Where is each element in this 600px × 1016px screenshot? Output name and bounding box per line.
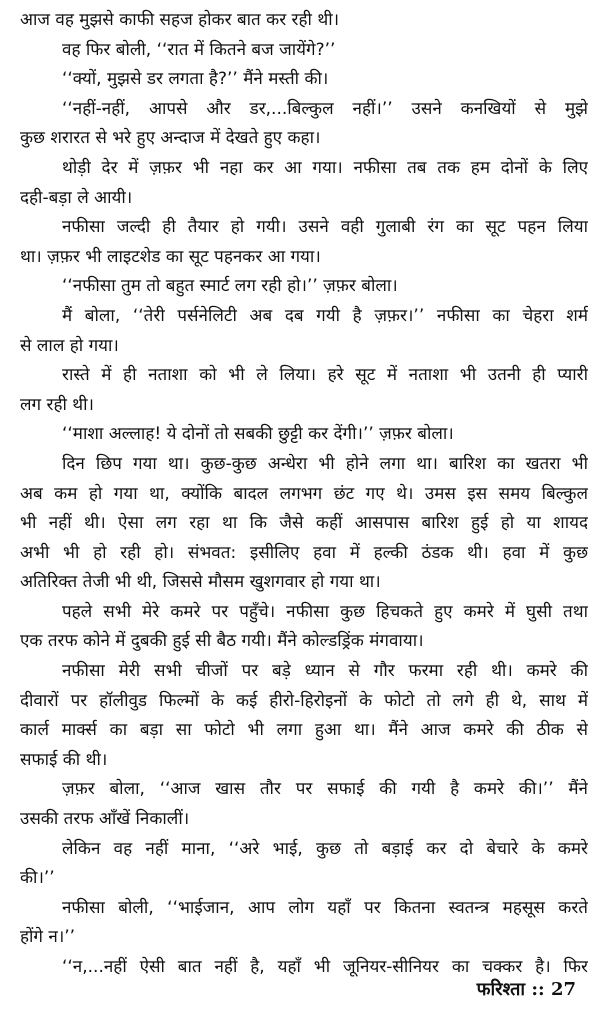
footer-separator: :: [531,979,545,1000]
text-line: ‘‘क्यों, मुझसे डर लगता है?’’ मैंने मस्ती की। [62,69,329,90]
text-line: था। ज़फ़र भी लाइटशेड का सूट पहनकर आ गया। [20,246,321,267]
text-line: दही-बड़ा ले आयी। [20,187,133,208]
text-line: नफीसा जल्दी ही तैयार हो गयी। उसने वही गुलाबी रंग का सूट पहन लिया [62,217,588,238]
text-line: नफीसा बोली, ‘‘भाईजान, आप लोग यहाँ पर कितना स्वतन्त्र महसूस करते [62,897,588,918]
body-text [20,6,588,983]
text-line: दिन छिप गया था। कुछ-कुछ अन्धेरा भी होने लगा था। बारिश का खतरा भी [62,453,588,474]
running-title: फरिश्ता [476,979,526,1000]
text-line: रास्ते में ही नताशा को भी ले लिया। हरे सूट में नताशा भी उतनी ही प्यारी [62,365,588,386]
text-line: अब कम हो गया था, क्योंकि बादल लगभग छंट गए थे। उमस इस समय बिल्कुल [20,483,588,504]
text-line: पहले सभी मेरे कमरे पर पहुँचे। नफीसा कुछ हिचकते हुए कमरे में घुसी तथा [62,601,588,622]
text-line: ‘‘नहीं-नहीं, आपसे और डर,...बिल्कुल नहीं।’’ उसने कनखियों से मुझे [62,98,588,119]
page-number: 27 [550,979,576,1000]
text-line: ‘‘माशा अल्लाह! ये दोनों तो सबकी छुट्टी कर देंगी।’’ ज़फ़र बोला। [62,424,454,445]
page-footer [477,976,576,1004]
text-line: की।’’ [20,868,55,889]
text-line: ‘‘नफीसा तुम तो बहुत स्मार्ट लग रही हो।’’ ज़फ़र बोला। [62,276,398,297]
text-line: अतिरिक्त तेजी भी थी, जिससे मौसम खुशगवार हो गया था। [20,572,381,593]
text-line: एक तरफ कोने में दुबकी हुई सी बैठ गयी। मैंने कोल्डड्रिंक मंगवाया। [20,631,424,652]
text-line: ज़फ़र बोला, ‘‘आज खास तौर पर सफाई की गयी है कमरे की।’’ मैंने [62,779,588,800]
text-line: वह फिर बोली, ‘‘रात में कितने बज जायेंगे?’’ [62,39,336,60]
text-line: दीवारों पर हॉलीवुड फिल्मों के कई हीरो-हिरोइनों के फोटो तो लगे ही थे, साथ में [20,690,588,711]
text-line: होंगे न।’’ [20,927,76,948]
text-line: भी नहीं थी। ऐसा लग रहा था कि जैसे कहीं आसपास बारिश हुई हो या शायद [20,513,588,534]
text-line: लेकिन वह नहीं माना, ‘‘अरे भाई, कुछ तो बड़ाई कर दो बेचारे के कमरे [62,838,588,859]
text-line: सफाई की थी। [20,749,108,770]
text-line: ‘‘न,...नहीं ऐसी बात नहीं है, यहाँ भी जूनियर-सीनियर का चक्कर है। फिर [62,957,588,977]
text-line: कुछ शरारत से भरे हुए अन्दाज में देखते हुए कहा। [20,128,321,149]
text-line: लग रही थी। [20,394,94,415]
text-line: से लाल हो गया। [20,335,119,356]
text-line: नफीसा मेरी सभी चीजों पर बड़े ध्यान से गौर फरमा रही थी। कमरे की [62,661,588,682]
text-line: उसकी तरफ आँखें निकालीं। [20,809,190,830]
text-line: कार्ल मार्क्स का बड़ा सा फोटो भी लगा हुआ था। मैंने आज कमरे की ठीक से [20,720,588,741]
text-line: आज वह मुझसे काफी सहज होकर बात कर रही थी। [20,10,340,30]
text-line: थोड़ी देर में ज़फ़र भी नहा कर आ गया। नफीसा तब तक हम दोनों के लिए [62,157,588,178]
text-line: अभी भी हो रही हो। संभवत: इसीलिए हवा में हल्की ठंडक थी। हवा में कुछ [20,542,588,563]
text-line: मैं बोला, ‘‘तेरी पर्सनेलिटी अब दब गयी है ज़फ़र।’’ नफीसा का चेहरा शर्म [62,305,588,326]
